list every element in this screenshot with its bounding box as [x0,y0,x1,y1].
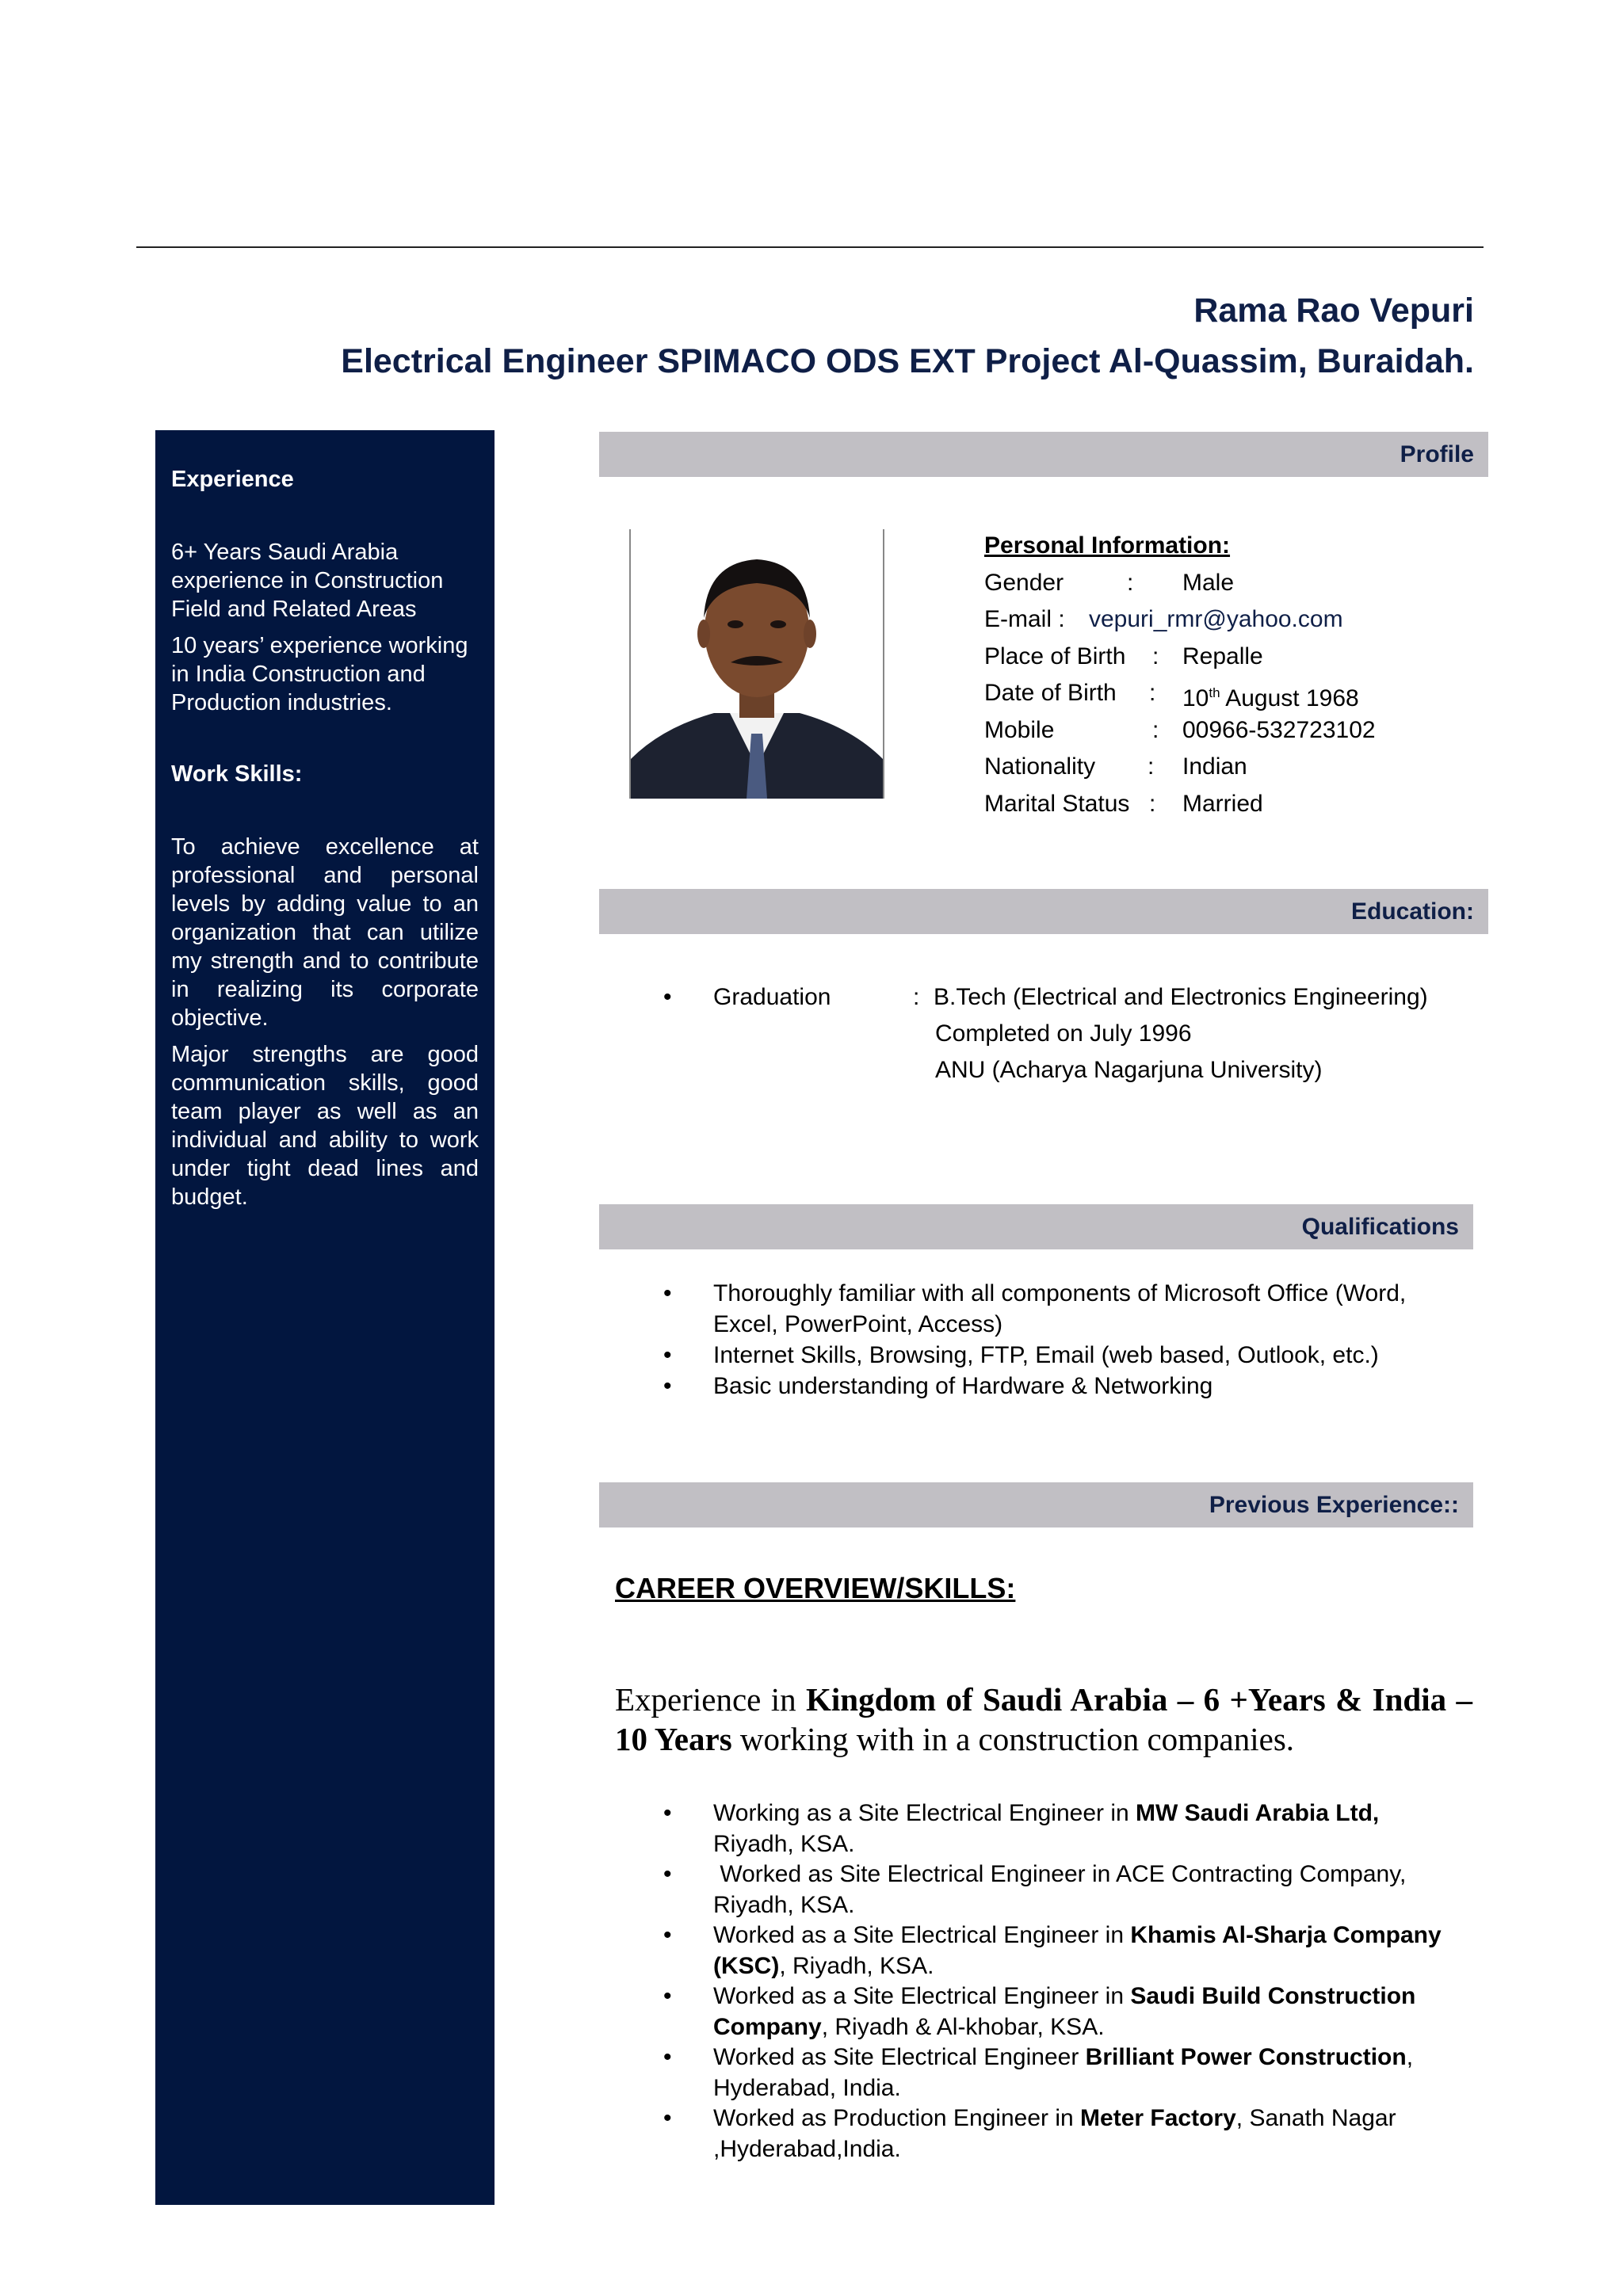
email-row [984,601,1343,639]
nationality-label: Nationality [984,753,1096,780]
bullet: • [663,1342,672,1368]
dob-rest: August 1968 [1220,685,1359,711]
experience-location: Riyadh, KSA. [713,1830,855,1857]
education-label: Graduation [713,984,831,1010]
bullet: • [663,1373,672,1399]
experience-item [663,1920,1458,1981]
education-degree: B.Tech (Electrical and Electronics Engineering) [934,984,1428,1010]
place-of-birth-value: Repalle [1182,643,1263,669]
nationality-value: Indian [1182,753,1247,780]
gender-label: Gender [984,569,1064,596]
mobile-value: 00966-532723102 [1182,716,1376,743]
experience-text: Worked as a Site Electrical Engineer in [713,1983,1131,2009]
education-completed: Completed on July 1996 [935,1020,1192,1047]
experience-location: , Sanath Nagar ,Hyderabad,India. [713,2105,1396,2162]
personal-info-heading: Personal Information: [984,532,1231,559]
education-row [663,979,1428,1016]
qualification-item [663,1340,1450,1371]
experience-item [663,1859,1458,1920]
education-university: ANU (Acharya Nagarjuna University) [935,1057,1323,1083]
career-text-1: Experience in [615,1681,807,1718]
experience-text: Worked as Site Electrical Engineer in ACE Contracting Company, Riyadh, KSA. [713,1861,1413,1918]
employer-name: MW Saudi Arabia Ltd, [1136,1800,1380,1826]
mobile-row [984,712,1376,749]
qualification-text: Thoroughly familiar with all components of Microsoft Office (Word, Excel, PowerPoint, Access) [713,1280,1407,1337]
experience-item [663,2103,1458,2164]
qualifications-list [663,1278,1450,1402]
qualification-item [663,1371,1450,1402]
nationality-row [984,749,1247,786]
employer-name: Khamis Al-Sharja Company (KSC) [713,1922,1442,1979]
experience-item [663,1981,1458,2042]
place-of-birth-row [984,639,1263,676]
experience-list [663,1798,1458,2164]
place-of-birth-colon: : [1152,643,1159,669]
nationality-colon: : [1148,753,1155,780]
date-of-birth-value [1182,675,1359,718]
mobile-colon: : [1152,716,1159,743]
candidate-name: Rama Rao Vepuri [1193,292,1474,330]
experience-location: , Riyadh, KSA. [779,1952,934,1979]
dob-day: 10 [1182,685,1209,711]
previous-experience-bar: Previous Experience:: [599,1482,1473,1527]
bullet: • [663,2044,672,2070]
education-bar: Education: [599,889,1488,934]
education-colon: : [913,984,920,1010]
work-skills-text-2: Major strengths are good communication skills, good team player as well as an individual and ability to work under tight dead lines and budget. [171,1042,479,1210]
qualification-text: Internet Skills, Browsing, FTP, Email (web based, Outlook, etc.) [713,1342,1379,1368]
qualification-item [663,1278,1450,1340]
education-section [663,979,1428,1089]
experience-text: Working as a Site Electrical Engineer in [713,1800,1136,1826]
bullet: • [663,984,672,1010]
employer-name: Meter Factory [1080,2105,1236,2131]
gender-row [984,565,1235,602]
career-text-3: working with in a construction companies. [731,1721,1295,1757]
qualification-text: Basic understanding of Hardware & Networking [713,1373,1213,1399]
marital-status-row [984,786,1263,823]
experience-item [663,2042,1458,2103]
experience-heading: Experience [171,467,294,492]
bullet: • [663,1861,672,1887]
work-skills-text-1: To achieve excellence at professional and personal levels by adding value to an organization that can utilize my strength and to contribute in realizing its corporate objective. [171,834,479,1031]
mobile-label: Mobile [984,716,1055,743]
experience-location: , Riyadh & Al-khobar, KSA. [821,2013,1105,2040]
marital-status-value: Married [1182,790,1263,817]
marital-status-colon: : [1149,790,1156,817]
experience-text-1: 6+ Years Saudi Arabia experience in Construction Field and Related Areas [171,540,444,622]
bullet: • [663,1280,672,1306]
bullet: • [663,1983,672,2009]
gender-colon: : [1127,569,1134,596]
profile-bar: Profile [599,432,1488,477]
email-link[interactable]: vepuri_rmr@yahoo.com [1089,606,1343,632]
experience-item [663,1798,1458,1859]
employer-name: Brilliant Power Construction [1085,2044,1407,2070]
profile-photo [629,529,884,799]
place-of-birth-label: Place of Birth [984,643,1126,669]
date-of-birth-colon: : [1149,680,1156,706]
bullet: • [663,2105,672,2131]
marital-status-label: Marital Status [984,790,1130,817]
experience-text: Worked as Production Engineer in [713,2105,1081,2131]
dob-suffix: th [1209,685,1220,700]
career-overview-paragraph [615,1680,1472,1759]
work-skills-heading: Work Skills: [171,761,303,787]
personal-information [984,528,1376,822]
date-of-birth-row [984,675,1359,712]
career-overview-heading: CAREER OVERVIEW/SKILLS: [615,1572,1016,1604]
experience-text: Worked as a Site Electrical Engineer in [713,1922,1131,1948]
employer-name: Saudi Build Construction Company [713,1983,1416,2040]
date-of-birth-label: Date of Birth [984,680,1117,706]
bullet: • [663,1922,672,1948]
career-text-2: Kingdom of Saudi Arabia – 6 +Years & India – 10 Years [615,1681,1472,1757]
bullet: • [663,1800,672,1826]
candidate-title: Electrical Engineer SPIMACO ODS EXT Project Al-Quassim, Buraidah. [341,342,1474,380]
portrait-image [631,529,883,799]
gender-value: Male [1182,569,1235,596]
header-rule [136,246,1484,248]
experience-text-2: 10 years’ experience working in India Construction and Production industries. [171,633,468,715]
email-label: E-mail : [984,606,1065,632]
qualifications-bar: Qualifications [599,1204,1473,1249]
experience-location: , Hyderabad, India. [713,2044,1414,2101]
experience-text: Worked as Site Electrical Engineer [713,2044,1086,2070]
sidebar [155,430,495,2205]
